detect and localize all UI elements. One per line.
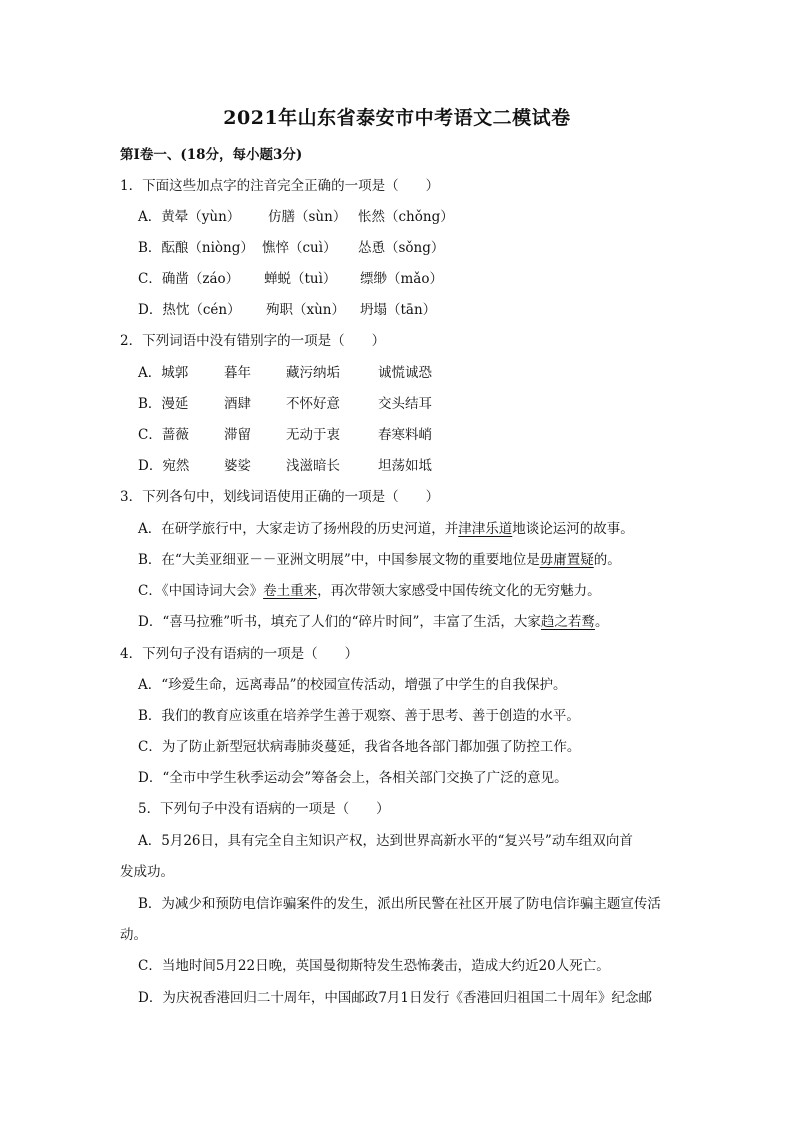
underlined-term: 毋庸置疑 [539, 552, 594, 568]
question-4-option-a: A．“珍爱生命，远离毒品”的校园宣传活动，增强了中学生的自我保护。 [138, 677, 567, 693]
option-text: D．“喜马拉雅”听书，填充了人们的“碎片时间”，丰富了生活，大家 [138, 614, 541, 630]
option-cell: 藏污纳垢 [286, 365, 340, 381]
question-1-option-c [138, 269, 443, 289]
question-2-stem: 2．下列词语中没有错别字的一项是（ ） [120, 333, 386, 349]
question-4-stem: 4．下列句子没有语病的一项是（ ） [120, 646, 359, 662]
option-cell: 缥缈（mǎo） [360, 271, 443, 287]
option-cell: 暮年 [224, 365, 251, 381]
option-cell: 殉职（xùn） [266, 302, 346, 318]
option-cell: 诚慌诚恐 [378, 365, 432, 381]
question-5-option-d: D．为庆祝香港回归二十周年，中国邮政7月1日发行《香港回归祖国二十周年》纪念邮 [138, 990, 653, 1006]
option-cell: 不怀好意 [286, 396, 340, 412]
option-cell: 无动于衷 [286, 427, 340, 443]
underlined-term: 津津乐道 [458, 521, 513, 537]
option-cell: 春寒料峭 [378, 427, 432, 443]
option-cell: C．确凿（záo） [138, 271, 240, 287]
option-cell: B．酝酿（niòng） [138, 240, 254, 256]
option-cell: B．漫延 [138, 396, 189, 412]
option-text: C．《中国诗词大会》 [138, 583, 264, 599]
option-cell: 婆娑 [224, 458, 251, 474]
option-text: B．在“大美亚细亚－－亚洲文明展”中，中国参展文物的重要地位是 [138, 552, 540, 568]
question-5-option-a: A．5月26日，具有完全自主知识产权，达到世界高新水平的“复兴号”动车组双向首 [138, 833, 633, 849]
option-cell: 怂恿（sǒng） [358, 240, 445, 256]
option-cell: 滞留 [224, 427, 251, 443]
option-text: 地谈论运河的故事。 [512, 521, 634, 537]
option-cell: C．蔷薇 [138, 427, 189, 443]
option-cell: D．热忱（cén） [138, 302, 241, 318]
option-cell: 怅然（chǒng） [358, 209, 454, 225]
option-cell: 坍塌（tān） [360, 302, 437, 318]
question-5-option-c: C．当地时间5月22日晚，英国曼彻斯特发生恐怖袭击，造成大约近20人死亡。 [138, 958, 610, 974]
question-5-option-b-continued: 动。 [120, 927, 147, 943]
option-cell: 蝉蜕（tuì） [264, 271, 337, 287]
question-5-option-b: B．为减少和预防电信诈骗案件的发生，派出所民警在社区开展了防电信诈骗主题宣传活 [138, 896, 661, 912]
option-cell: 浅滋暗长 [286, 458, 340, 474]
question-5-stem: 5．下列句子中没有语病的一项是（ ） [138, 801, 390, 817]
question-3-stem: 3．下列各句中，划线词语使用正确的一项是（ ） [120, 489, 440, 505]
option-cell: D．宛然 [138, 458, 190, 474]
section-heading: 第Ⅰ卷一、(18分，每小题3分) [120, 147, 303, 163]
question-3-option-c [138, 581, 601, 601]
question-3-option-b [138, 550, 621, 570]
option-text: ，再次带领大家感受中国传统文化的无穷魅力。 [317, 583, 601, 599]
underlined-term: 卷土重来 [263, 583, 318, 599]
question-2-option-d [138, 456, 432, 476]
question-4-option-b: B．我们的教育应该重在培养学生善于观察、善于思考、善于创造的水平。 [138, 708, 580, 724]
question-2-option-c [138, 425, 432, 445]
option-cell: A．城郭 [138, 365, 189, 381]
question-3-option-a [138, 519, 634, 539]
option-text: A．在研学旅行中，大家走访了扬州段的历史河道，并 [138, 521, 459, 537]
option-cell: 交头结耳 [378, 396, 432, 412]
question-1-stem: 1．下面这些加点字的注音完全正确的一项是（ ） [120, 178, 440, 194]
option-text: 。 [594, 614, 609, 630]
question-4-option-c: C．为了防止新型冠状病毒肺炎蔓延，我省各地各部门都加强了防控工作。 [138, 739, 581, 755]
option-cell: 坦荡如坻 [378, 458, 432, 474]
option-cell: 酒肆 [224, 396, 251, 412]
option-text: 的。 [593, 552, 621, 568]
question-2-option-b [138, 394, 432, 414]
page-title: 2021年山东省泰安市中考语文二模试卷 [223, 107, 571, 129]
question-3-option-d [138, 612, 608, 632]
option-cell: 憔悴（cuì） [262, 240, 337, 256]
option-cell: 仿膳（sùn） [268, 209, 347, 225]
underlined-term: 趋之若鹜 [540, 614, 595, 630]
question-2-option-a [138, 363, 432, 383]
question-1-option-d [138, 300, 436, 320]
question-1-option-a [138, 207, 454, 227]
question-4-option-d: D．“全市中学生秋季运动会”筹备会上，各相关部门交换了广泛的意见。 [138, 770, 568, 786]
question-1-option-b [138, 238, 444, 258]
question-5-option-a-continued: 发成功。 [120, 864, 174, 880]
option-cell: A．黄晕（yùn） [138, 209, 241, 225]
